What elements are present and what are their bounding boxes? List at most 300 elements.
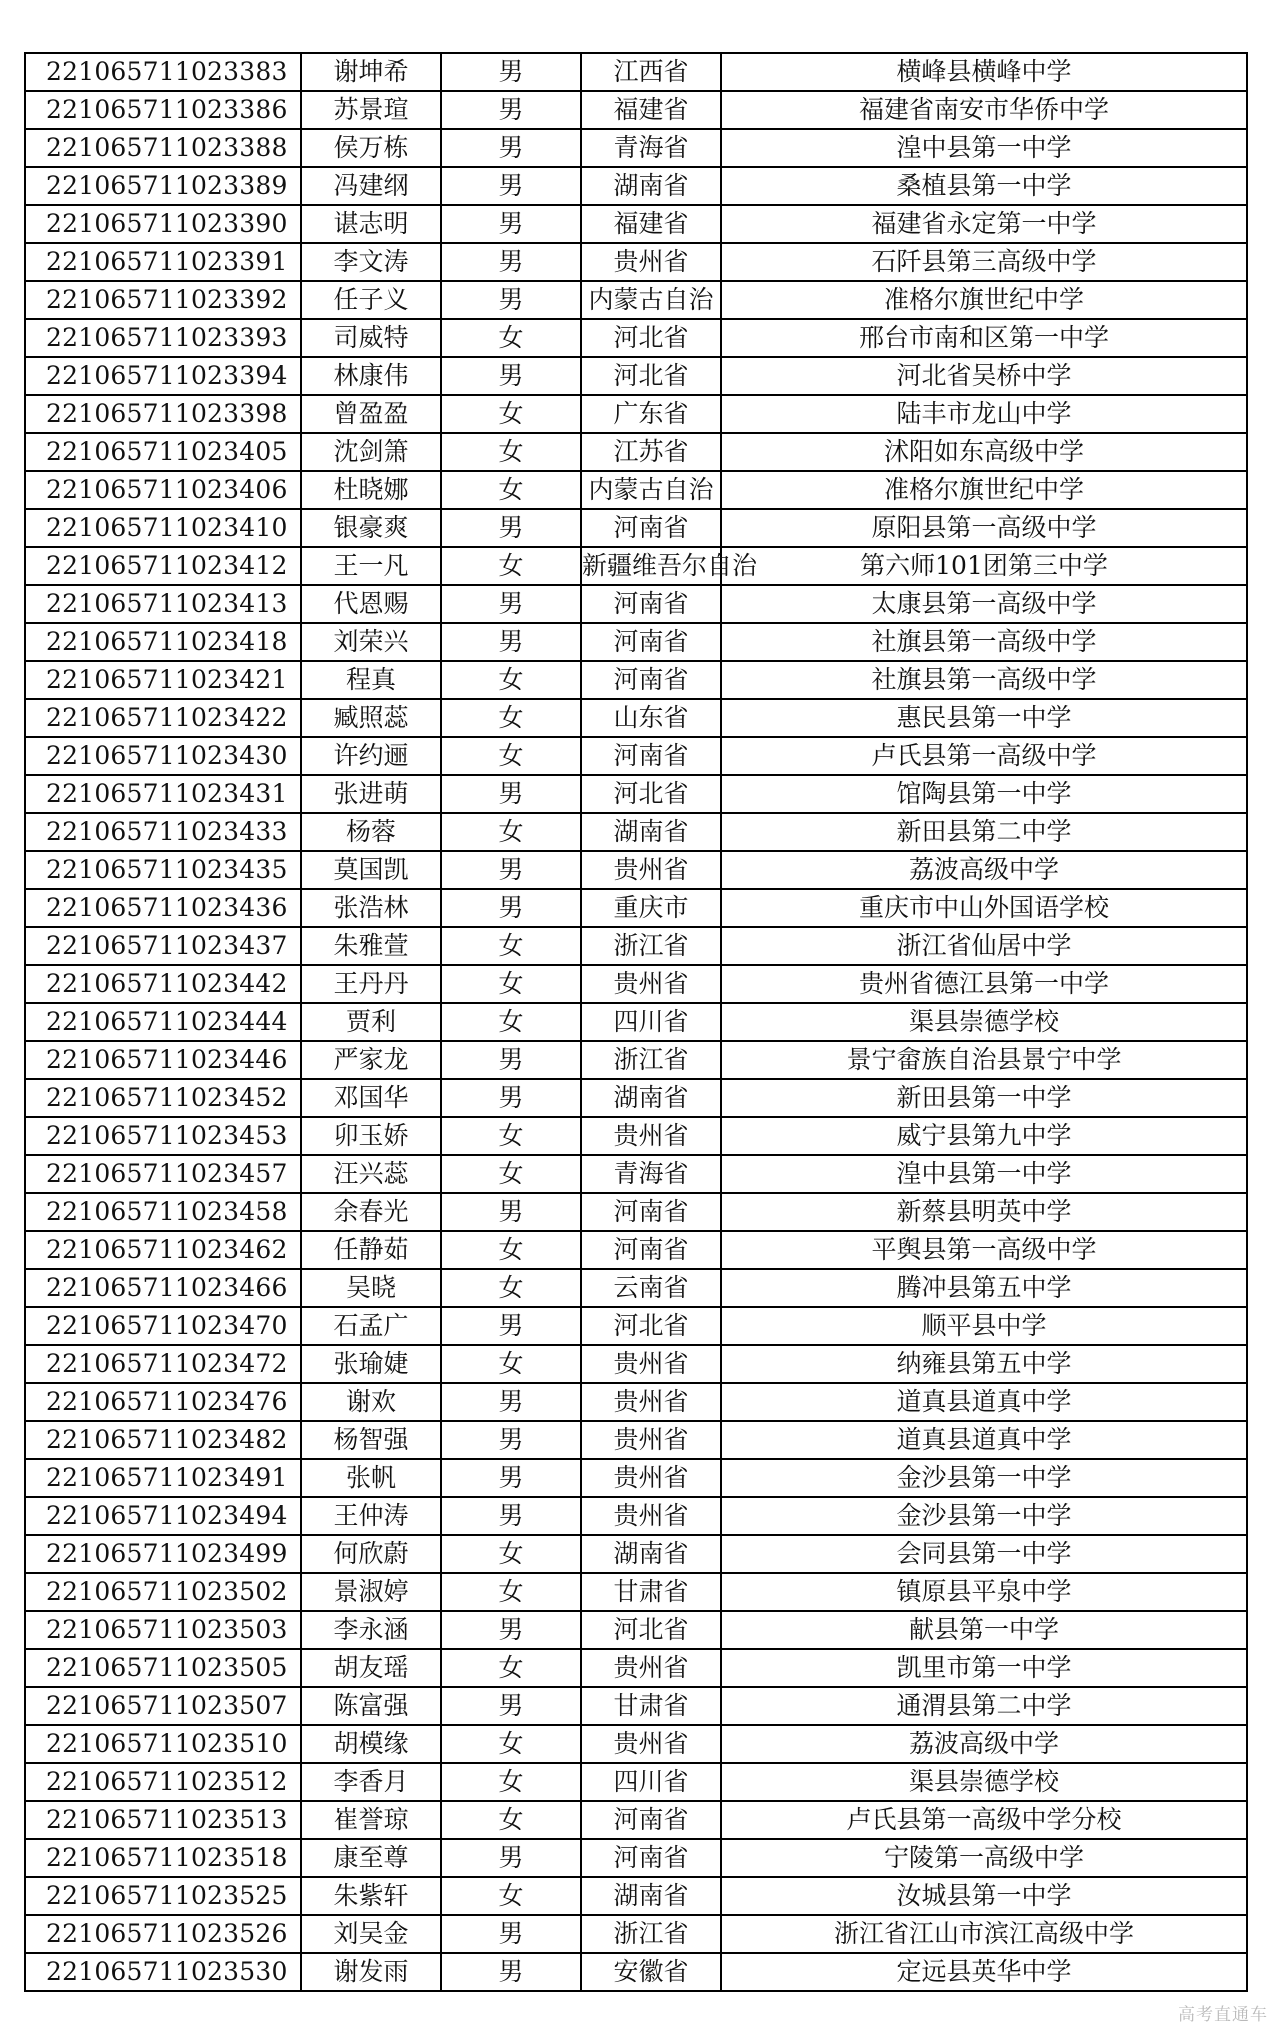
cell-school: 陆丰市龙山中学 <box>721 395 1247 433</box>
cell-exam-id: 221065711023466 <box>25 1269 301 1307</box>
cell-province: 江西省 <box>581 53 721 91</box>
cell-exam-id: 221065711023405 <box>25 433 301 471</box>
cell-name: 李文涛 <box>301 243 441 281</box>
cell-exam-id: 221065711023410 <box>25 509 301 547</box>
table-row <box>25 1269 1247 1307</box>
table-row <box>25 699 1247 737</box>
table-row <box>25 1915 1247 1953</box>
cell-exam-id: 221065711023390 <box>25 205 301 243</box>
cell-province: 四川省 <box>581 1003 721 1041</box>
cell-school: 献县第一中学 <box>721 1611 1247 1649</box>
table-row <box>25 1801 1247 1839</box>
cell-name: 冯建纲 <box>301 167 441 205</box>
cell-exam-id: 221065711023392 <box>25 281 301 319</box>
cell-gender: 男 <box>441 91 581 129</box>
cell-province: 河南省 <box>581 509 721 547</box>
table-row <box>25 1383 1247 1421</box>
cell-gender: 男 <box>441 1041 581 1079</box>
cell-province: 贵州省 <box>581 1497 721 1535</box>
cell-school: 镇原县平泉中学 <box>721 1573 1247 1611</box>
table-row <box>25 1763 1247 1801</box>
cell-name: 陈富强 <box>301 1687 441 1725</box>
cell-exam-id: 221065711023457 <box>25 1155 301 1193</box>
cell-name: 张瑜婕 <box>301 1345 441 1383</box>
cell-gender: 男 <box>441 775 581 813</box>
table-row <box>25 623 1247 661</box>
table-row <box>25 1041 1247 1079</box>
cell-province: 甘肃省 <box>581 1687 721 1725</box>
cell-province: 山东省 <box>581 699 721 737</box>
cell-name: 汪兴蕊 <box>301 1155 441 1193</box>
cell-gender: 男 <box>441 205 581 243</box>
cell-province: 河南省 <box>581 1193 721 1231</box>
cell-name: 杨智强 <box>301 1421 441 1459</box>
cell-name: 朱雅萱 <box>301 927 441 965</box>
cell-name: 银豪爽 <box>301 509 441 547</box>
cell-school: 通渭县第二中学 <box>721 1687 1247 1725</box>
table-row <box>25 1231 1247 1269</box>
cell-province: 云南省 <box>581 1269 721 1307</box>
cell-name: 任子义 <box>301 281 441 319</box>
cell-name: 司威特 <box>301 319 441 357</box>
cell-name: 朱紫轩 <box>301 1877 441 1915</box>
cell-name: 卯玉娇 <box>301 1117 441 1155</box>
cell-gender: 女 <box>441 1801 581 1839</box>
cell-gender: 女 <box>441 395 581 433</box>
table-row <box>25 547 1247 585</box>
cell-name: 许约逦 <box>301 737 441 775</box>
cell-gender: 男 <box>441 281 581 319</box>
cell-name: 王一凡 <box>301 547 441 585</box>
cell-gender: 男 <box>441 243 581 281</box>
cell-exam-id: 221065711023391 <box>25 243 301 281</box>
cell-school: 纳雍县第五中学 <box>721 1345 1247 1383</box>
cell-exam-id: 221065711023526 <box>25 1915 301 1953</box>
cell-name: 代恩赐 <box>301 585 441 623</box>
table-row <box>25 243 1247 281</box>
cell-name: 李永涵 <box>301 1611 441 1649</box>
cell-gender: 女 <box>441 1231 581 1269</box>
cell-gender: 女 <box>441 737 581 775</box>
cell-gender: 女 <box>441 1345 581 1383</box>
cell-province: 新疆维吾尔自治 <box>581 547 721 585</box>
cell-name: 李香月 <box>301 1763 441 1801</box>
cell-gender: 女 <box>441 471 581 509</box>
cell-province: 贵州省 <box>581 1383 721 1421</box>
cell-name: 刘荣兴 <box>301 623 441 661</box>
cell-gender: 女 <box>441 433 581 471</box>
table-row <box>25 775 1247 813</box>
cell-name: 杨蓉 <box>301 813 441 851</box>
cell-name: 林康伟 <box>301 357 441 395</box>
cell-province: 贵州省 <box>581 1421 721 1459</box>
cell-name: 吴晓 <box>301 1269 441 1307</box>
table-row <box>25 1345 1247 1383</box>
cell-name: 谢坤希 <box>301 53 441 91</box>
cell-name: 景淑婷 <box>301 1573 441 1611</box>
cell-school: 新蔡县明英中学 <box>721 1193 1247 1231</box>
cell-exam-id: 221065711023437 <box>25 927 301 965</box>
cell-province: 内蒙古自治 <box>581 471 721 509</box>
cell-exam-id: 221065711023430 <box>25 737 301 775</box>
cell-province: 浙江省 <box>581 927 721 965</box>
cell-province: 贵州省 <box>581 1459 721 1497</box>
cell-gender: 女 <box>441 1725 581 1763</box>
cell-exam-id: 221065711023503 <box>25 1611 301 1649</box>
cell-school: 道真县道真中学 <box>721 1383 1247 1421</box>
cell-name: 胡友瑶 <box>301 1649 441 1687</box>
cell-name: 何欣蔚 <box>301 1535 441 1573</box>
cell-name: 张进萌 <box>301 775 441 813</box>
cell-province: 贵州省 <box>581 965 721 1003</box>
cell-school: 新田县第二中学 <box>721 813 1247 851</box>
table-row <box>25 1877 1247 1915</box>
cell-school: 惠民县第一中学 <box>721 699 1247 737</box>
table-row <box>25 205 1247 243</box>
table-row <box>25 1459 1247 1497</box>
cell-name: 胡模缘 <box>301 1725 441 1763</box>
cell-province: 河北省 <box>581 1307 721 1345</box>
cell-exam-id: 221065711023482 <box>25 1421 301 1459</box>
cell-school: 河北省吴桥中学 <box>721 357 1247 395</box>
cell-exam-id: 221065711023421 <box>25 661 301 699</box>
cell-gender: 男 <box>441 53 581 91</box>
cell-province: 湖南省 <box>581 1079 721 1117</box>
cell-province: 福建省 <box>581 205 721 243</box>
cell-exam-id: 221065711023512 <box>25 1763 301 1801</box>
table-row <box>25 927 1247 965</box>
cell-school: 原阳县第一高级中学 <box>721 509 1247 547</box>
cell-gender: 女 <box>441 699 581 737</box>
cell-province: 湖南省 <box>581 813 721 851</box>
cell-name: 苏景瑄 <box>301 91 441 129</box>
cell-province: 河北省 <box>581 357 721 395</box>
cell-school: 准格尔旗世纪中学 <box>721 471 1247 509</box>
cell-exam-id: 221065711023502 <box>25 1573 301 1611</box>
cell-province: 湖南省 <box>581 167 721 205</box>
cell-exam-id: 221065711023435 <box>25 851 301 889</box>
cell-province: 河北省 <box>581 319 721 357</box>
table-row <box>25 91 1247 129</box>
cell-gender: 女 <box>441 965 581 1003</box>
cell-gender: 女 <box>441 1535 581 1573</box>
cell-name: 刘吴金 <box>301 1915 441 1953</box>
cell-exam-id: 221065711023412 <box>25 547 301 585</box>
cell-exam-id: 221065711023472 <box>25 1345 301 1383</box>
table-row <box>25 1725 1247 1763</box>
cell-gender: 女 <box>441 1649 581 1687</box>
cell-province: 甘肃省 <box>581 1573 721 1611</box>
cell-name: 张帆 <box>301 1459 441 1497</box>
cell-gender: 男 <box>441 509 581 547</box>
cell-school: 渠县崇德学校 <box>721 1003 1247 1041</box>
cell-province: 安徽省 <box>581 1953 721 1991</box>
table-row <box>25 1839 1247 1877</box>
cell-gender: 男 <box>441 167 581 205</box>
cell-province: 青海省 <box>581 1155 721 1193</box>
cell-name: 康至尊 <box>301 1839 441 1877</box>
cell-school: 定远县英华中学 <box>721 1953 1247 1991</box>
cell-exam-id: 221065711023510 <box>25 1725 301 1763</box>
cell-name: 邓国华 <box>301 1079 441 1117</box>
cell-province: 河南省 <box>581 1801 721 1839</box>
cell-school: 卢氏县第一高级中学 <box>721 737 1247 775</box>
cell-exam-id: 221065711023525 <box>25 1877 301 1915</box>
cell-exam-id: 221065711023491 <box>25 1459 301 1497</box>
table-row <box>25 1953 1247 1991</box>
cell-gender: 女 <box>441 927 581 965</box>
cell-exam-id: 221065711023388 <box>25 129 301 167</box>
cell-name: 谢发雨 <box>301 1953 441 1991</box>
cell-name: 臧照蕊 <box>301 699 441 737</box>
cell-name: 王丹丹 <box>301 965 441 1003</box>
cell-name: 沈剑箫 <box>301 433 441 471</box>
table-row <box>25 1497 1247 1535</box>
cell-school: 宁陵第一高级中学 <box>721 1839 1247 1877</box>
table-row <box>25 509 1247 547</box>
cell-exam-id: 221065711023444 <box>25 1003 301 1041</box>
cell-name: 王仲涛 <box>301 1497 441 1535</box>
cell-school: 浙江省仙居中学 <box>721 927 1247 965</box>
cell-province: 湖南省 <box>581 1535 721 1573</box>
cell-school: 金沙县第一中学 <box>721 1459 1247 1497</box>
cell-name: 严家龙 <box>301 1041 441 1079</box>
cell-exam-id: 221065711023398 <box>25 395 301 433</box>
cell-school: 会同县第一中学 <box>721 1535 1247 1573</box>
cell-name: 曾盈盈 <box>301 395 441 433</box>
cell-exam-id: 221065711023458 <box>25 1193 301 1231</box>
table-row <box>25 395 1247 433</box>
table-row <box>25 167 1247 205</box>
cell-exam-id: 221065711023499 <box>25 1535 301 1573</box>
table-row <box>25 1573 1247 1611</box>
cell-province: 贵州省 <box>581 243 721 281</box>
cell-gender: 女 <box>441 1155 581 1193</box>
table-row <box>25 1155 1247 1193</box>
cell-school: 湟中县第一中学 <box>721 1155 1247 1193</box>
cell-province: 青海省 <box>581 129 721 167</box>
table-row <box>25 129 1247 167</box>
cell-gender: 女 <box>441 1877 581 1915</box>
table-row <box>25 1649 1247 1687</box>
table-row <box>25 851 1247 889</box>
cell-school: 横峰县横峰中学 <box>721 53 1247 91</box>
table-body <box>25 53 1247 1991</box>
cell-school: 卢氏县第一高级中学分校 <box>721 1801 1247 1839</box>
watermark-text: 高考直通车 <box>1178 2005 1268 2025</box>
table-row <box>25 1421 1247 1459</box>
cell-exam-id: 221065711023431 <box>25 775 301 813</box>
cell-school: 新田县第一中学 <box>721 1079 1247 1117</box>
cell-gender: 女 <box>441 661 581 699</box>
cell-exam-id: 221065711023518 <box>25 1839 301 1877</box>
cell-province: 贵州省 <box>581 1117 721 1155</box>
cell-province: 河北省 <box>581 775 721 813</box>
cell-gender: 男 <box>441 1497 581 1535</box>
cell-school: 荔波高级中学 <box>721 851 1247 889</box>
cell-name: 石孟广 <box>301 1307 441 1345</box>
cell-name: 崔誉琼 <box>301 1801 441 1839</box>
cell-province: 湖南省 <box>581 1877 721 1915</box>
table-row <box>25 889 1247 927</box>
cell-gender: 男 <box>441 1459 581 1497</box>
cell-province: 浙江省 <box>581 1915 721 1953</box>
cell-school: 福建省永定第一中学 <box>721 205 1247 243</box>
table-row <box>25 1003 1247 1041</box>
cell-exam-id: 221065711023422 <box>25 699 301 737</box>
cell-school: 道真县道真中学 <box>721 1421 1247 1459</box>
cell-exam-id: 221065711023386 <box>25 91 301 129</box>
cell-gender: 男 <box>441 1079 581 1117</box>
cell-school: 馆陶县第一中学 <box>721 775 1247 813</box>
cell-province: 福建省 <box>581 91 721 129</box>
table-row <box>25 1687 1247 1725</box>
cell-province: 河南省 <box>581 1231 721 1269</box>
cell-name: 任静茹 <box>301 1231 441 1269</box>
cell-school: 浙江省江山市滨江高级中学 <box>721 1915 1247 1953</box>
cell-school: 桑植县第一中学 <box>721 167 1247 205</box>
cell-exam-id: 221065711023513 <box>25 1801 301 1839</box>
table-row <box>25 319 1247 357</box>
cell-gender: 男 <box>441 1687 581 1725</box>
cell-school: 福建省南安市华侨中学 <box>721 91 1247 129</box>
cell-school: 威宁县第九中学 <box>721 1117 1247 1155</box>
cell-province: 江苏省 <box>581 433 721 471</box>
cell-school: 太康县第一高级中学 <box>721 585 1247 623</box>
cell-gender: 男 <box>441 851 581 889</box>
cell-exam-id: 221065711023433 <box>25 813 301 851</box>
table-row <box>25 471 1247 509</box>
cell-province: 河南省 <box>581 585 721 623</box>
cell-exam-id: 221065711023452 <box>25 1079 301 1117</box>
cell-school: 荔波高级中学 <box>721 1725 1247 1763</box>
table-row <box>25 813 1247 851</box>
cell-school: 社旗县第一高级中学 <box>721 661 1247 699</box>
cell-school: 景宁畲族自治县景宁中学 <box>721 1041 1247 1079</box>
cell-exam-id: 221065711023505 <box>25 1649 301 1687</box>
cell-province: 重庆市 <box>581 889 721 927</box>
cell-school: 沭阳如东高级中学 <box>721 433 1247 471</box>
cell-school: 石阡县第三高级中学 <box>721 243 1247 281</box>
cell-school: 贵州省德江县第一中学 <box>721 965 1247 1003</box>
cell-school: 汝城县第一中学 <box>721 1877 1247 1915</box>
cell-name: 贾利 <box>301 1003 441 1041</box>
cell-province: 贵州省 <box>581 1725 721 1763</box>
cell-exam-id: 221065711023436 <box>25 889 301 927</box>
cell-gender: 女 <box>441 813 581 851</box>
cell-gender: 男 <box>441 1611 581 1649</box>
cell-name: 谌志明 <box>301 205 441 243</box>
table-row <box>25 965 1247 1003</box>
cell-gender: 男 <box>441 1915 581 1953</box>
cell-province: 四川省 <box>581 1763 721 1801</box>
cell-province: 河北省 <box>581 1611 721 1649</box>
table-row <box>25 1535 1247 1573</box>
table-row <box>25 1307 1247 1345</box>
table-row <box>25 433 1247 471</box>
cell-exam-id: 221065711023394 <box>25 357 301 395</box>
cell-gender: 女 <box>441 1763 581 1801</box>
cell-school: 顺平县中学 <box>721 1307 1247 1345</box>
cell-exam-id: 221065711023507 <box>25 1687 301 1725</box>
cell-gender: 男 <box>441 1953 581 1991</box>
cell-province: 广东省 <box>581 395 721 433</box>
cell-gender: 男 <box>441 357 581 395</box>
cell-school: 金沙县第一中学 <box>721 1497 1247 1535</box>
cell-province: 河南省 <box>581 737 721 775</box>
cell-gender: 男 <box>441 129 581 167</box>
table-row <box>25 661 1247 699</box>
cell-school: 第六师101团第三中学 <box>721 547 1247 585</box>
cell-gender: 女 <box>441 1003 581 1041</box>
cell-school: 湟中县第一中学 <box>721 129 1247 167</box>
table-row <box>25 1117 1247 1155</box>
cell-gender: 男 <box>441 623 581 661</box>
cell-province: 河南省 <box>581 1839 721 1877</box>
cell-gender: 女 <box>441 547 581 585</box>
cell-name: 杜晓娜 <box>301 471 441 509</box>
cell-name: 程真 <box>301 661 441 699</box>
cell-gender: 男 <box>441 1421 581 1459</box>
cell-province: 河南省 <box>581 623 721 661</box>
cell-gender: 男 <box>441 1307 581 1345</box>
cell-gender: 女 <box>441 319 581 357</box>
cell-province: 内蒙古自治 <box>581 281 721 319</box>
cell-exam-id: 221065711023470 <box>25 1307 301 1345</box>
table-row <box>25 585 1247 623</box>
cell-exam-id: 221065711023442 <box>25 965 301 1003</box>
cell-school: 社旗县第一高级中学 <box>721 623 1247 661</box>
cell-school: 重庆市中山外国语学校 <box>721 889 1247 927</box>
cell-exam-id: 221065711023476 <box>25 1383 301 1421</box>
cell-gender: 男 <box>441 1193 581 1231</box>
cell-province: 贵州省 <box>581 1649 721 1687</box>
table-row <box>25 1611 1247 1649</box>
cell-exam-id: 221065711023418 <box>25 623 301 661</box>
table-row <box>25 53 1247 91</box>
cell-gender: 女 <box>441 1269 581 1307</box>
student-list-table <box>24 52 1248 1992</box>
cell-gender: 男 <box>441 1839 581 1877</box>
cell-province: 河南省 <box>581 661 721 699</box>
cell-name: 谢欢 <box>301 1383 441 1421</box>
cell-gender: 男 <box>441 1383 581 1421</box>
cell-province: 浙江省 <box>581 1041 721 1079</box>
cell-school: 平舆县第一高级中学 <box>721 1231 1247 1269</box>
table-row <box>25 737 1247 775</box>
cell-gender: 女 <box>441 1573 581 1611</box>
cell-exam-id: 221065711023413 <box>25 585 301 623</box>
cell-gender: 男 <box>441 889 581 927</box>
table-row <box>25 357 1247 395</box>
cell-gender: 女 <box>441 1117 581 1155</box>
cell-name: 侯万栋 <box>301 129 441 167</box>
table-row <box>25 1193 1247 1231</box>
table-row <box>25 281 1247 319</box>
cell-exam-id: 221065711023446 <box>25 1041 301 1079</box>
cell-name: 余春光 <box>301 1193 441 1231</box>
cell-school: 腾冲县第五中学 <box>721 1269 1247 1307</box>
cell-province: 贵州省 <box>581 1345 721 1383</box>
cell-exam-id: 221065711023530 <box>25 1953 301 1991</box>
cell-province: 贵州省 <box>581 851 721 889</box>
cell-school: 凯里市第一中学 <box>721 1649 1247 1687</box>
cell-gender: 男 <box>441 585 581 623</box>
cell-exam-id: 221065711023383 <box>25 53 301 91</box>
cell-exam-id: 221065711023406 <box>25 471 301 509</box>
cell-exam-id: 221065711023462 <box>25 1231 301 1269</box>
cell-exam-id: 221065711023393 <box>25 319 301 357</box>
